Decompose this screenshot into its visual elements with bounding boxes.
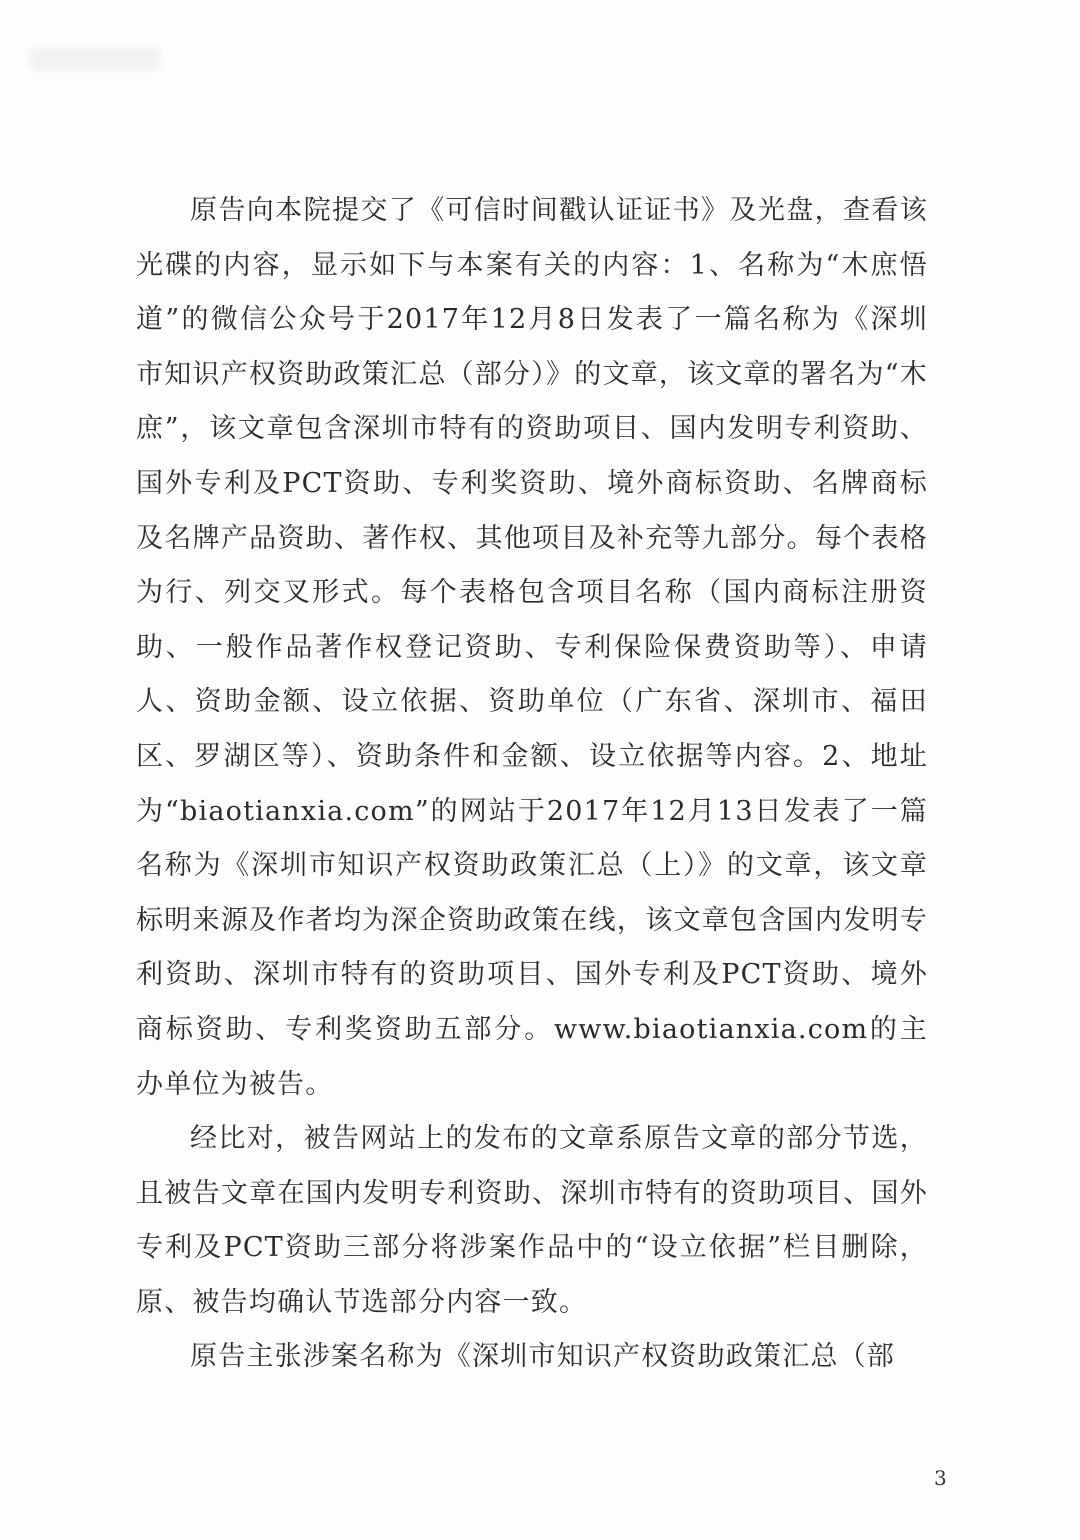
scan-artifact — [30, 48, 160, 70]
paragraph-evidence: 原告向本院提交了《可信时间戳认证证书》及光盘，查看该光碟的内容，显示如下与本案有关的内容：1、名称为“木庶悟道”的微信公众号于2017年12月8日发表了一篇名称为《深圳市知识产权资助政策汇总（部分）》的文章，该文章的署名为“木庶”，该文章包含深圳市特有的资助项目、国内发明专利资助、国外专利及PCT资助、专利奖资助、境外商标资助、名牌商标及名牌产品资助、著作权、其他项目及补充等九部分。每个表格为行、列交叉形式。每个表格包含项目名称（国内商标注册资助、一般作品著作权登记资助、专利保险保费资助等）、申请人、资助金额、设立依据、资助单位（广东省、深圳市、福田区、罗湖区等）、资助条件和金额、设立依据等内容。2、地址为“biaotianxia.com”的网站于2017年12月13日发表了一篇名称为《深圳市知识产权资助政策汇总（上）》的文章，该文章标明来源及作者均为深企资助政策在线，该文章包含国内发明专利资助、深圳市特有的资助项目、国外专利及PCT资助、境外商标资助、专利奖资助五部分。www.biaotianxia.com的主办单位为被告。 — [136, 195, 928, 1100]
document-body — [136, 184, 928, 1385]
page-number: 3 — [934, 1466, 947, 1490]
paragraph-claim: 原告主张涉案名称为《深圳市知识产权资助政策汇总（部 — [190, 1341, 895, 1373]
paragraph-comparison: 经比对，被告网站上的发布的文章系原告文章的部分节选，且被告文章在国内发明专利资助、深圳市特有的资助项目、国外专利及PCT资助三部分将涉案作品中的“设立依据”栏目删除，原、被告均确认节选部分内容一致。 — [136, 1123, 928, 1318]
